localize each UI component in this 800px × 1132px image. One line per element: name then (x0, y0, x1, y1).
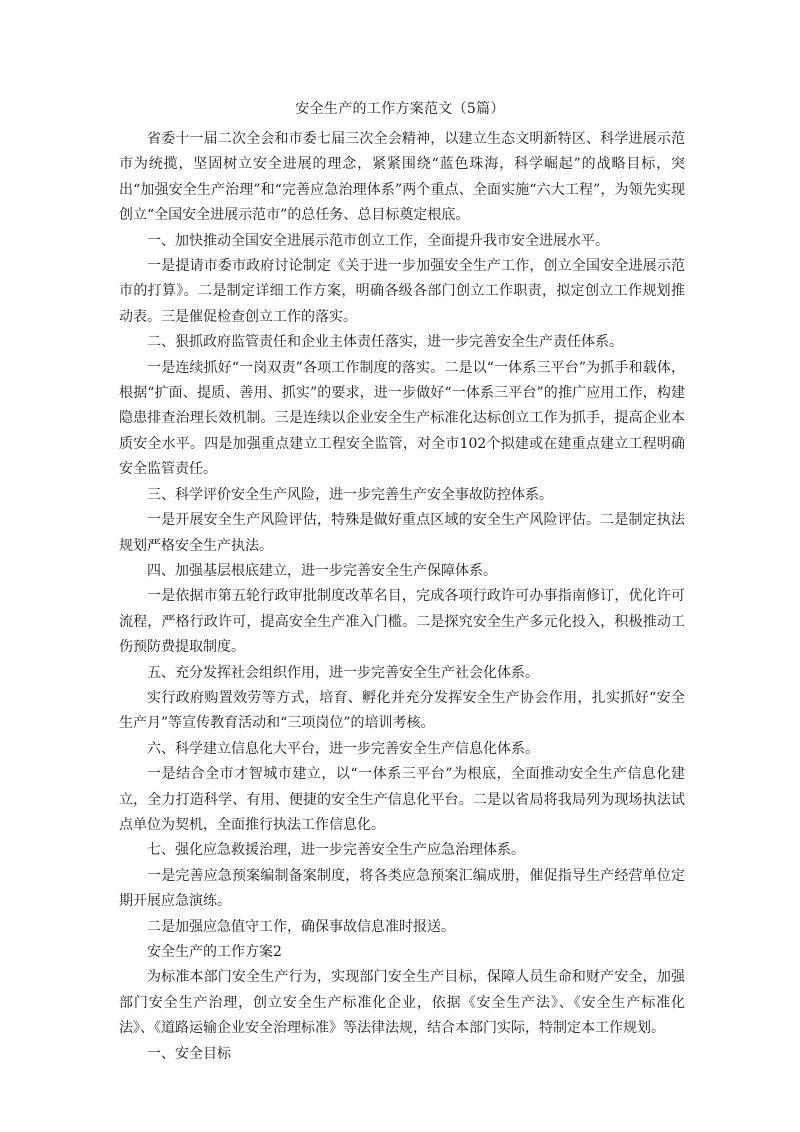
body-paragraph: 一是连续抓好“一岗双责”各项工作制度的落实。二是以“一体系三平台”为抓手和载体，根据“扩面、提质、善用、抓实”的要求，进一步做好“一体系三平台”的推广应用工作，构建隐患排查治理长效机制。三是连续以企业安全生产标准化达标创立工作为抓手，提高企业本质安全水平。四是加强重点建立工程安全监管，对全市102个拟建或在建重点建立工程明确安全监管责任。 (119, 359, 685, 478)
body-paragraph: 一是结合全市才智城市建立，以“一体系三平台”为根底，全面推动安全生产信息化建立，全力打造科学、有用、便捷的安全生产信息化平台。二是以省局将我局列为现场执法试点单位为契机，全面推行执法工作信息化。 (119, 766, 685, 833)
section-heading-2: 二、狠抓政府监管责任和企业主体责任落实，进一步完善安全生产责任体系。 (147, 334, 623, 351)
body-paragraph: 一是完善应急预案编制备案制度，将各类应急预案汇编成册，催促指导生产经营单位定期开展应急演练。 (119, 867, 685, 910)
section-heading-1: 一、加快推动全国安全进展示范市创立工作，全面提升我市安全进展水平。 (147, 232, 609, 249)
body-paragraph: 二是加强应急值守工作，确保事故信息准时报送。 (147, 918, 455, 935)
plan-2-heading: 安全生产的工作方案2 (147, 944, 282, 960)
document-title: 安全生产的工作方案范文（5篇） (295, 101, 505, 117)
section-heading-4: 四、加强基层根底建立，进一步完善安全生产保障体系。 (147, 562, 497, 579)
section-heading-6: 六、科学建立信息化大平台，进一步完善安全生产信息化体系。 (147, 740, 539, 757)
safety-target-heading: 一、安全目标 (147, 1045, 231, 1062)
section-heading-5: 五、充分发挥社会组织作用，进一步完善安全生产社会化体系。 (147, 664, 539, 681)
document-body (119, 127, 685, 1067)
section-heading-7: 七、强化应急救援治理，进一步完善安全生产应急治理体系。 (147, 842, 525, 859)
body-paragraph: 为标准本部门安全生产行为，实现部门安全生产目标，保障人员生命和财产安全，加强部门安全生产治理，创立安全生产标准化企业，依据《安全生产法》、《安全生产标准化法》、《道路运输企业安全治理标准》等法律法规，结合本部门实际，特制定本工作规划。 (119, 969, 685, 1037)
body-paragraph: 一是提请市委市政府讨论制定《关于进一步加强安全生产工作，创立全国安全进展示范市的打算》。二是制定详细工作方案，明确各级各部门创立工作职责，拟定创立工作规划推动表。三是催促检查创立工作的落实。 (119, 258, 685, 325)
body-paragraph: 实行政府购置效劳等方式，培育、孵化并充分发挥安全生产协会作用，扎实抓好“安全生产月”等宣传教育活动和“三项岗位”的培训考核。 (119, 689, 685, 732)
intro-paragraph: 省委十一届二次全会和市委七届三次全会精神，以建立生态文明新特区、科学进展示范市为统揽，坚固树立安全进展的理念，紧紧围绕“蓝色珠海，科学崛起”的战略目标，突出“加强安全生产治理”和“完善应急治理体系”两个重点、全面实施“六大工程”，为领先实现创立“全国安全进展示范市”的总任务、总目标奠定根底。 (119, 131, 685, 224)
body-paragraph: 一是开展安全生产风险评估，特殊是做好重点区域的安全生产风险评估。二是制定执法规划严格安全生产执法。 (119, 512, 685, 554)
body-paragraph: 一是依据市第五轮行政审批制度改革名目，完成各项行政许可办事指南修订，优化许可流程，严格行政许可，提高安全生产准入门槛。二是探究安全生产多元化投入，积极推动工伤预防费提取制度。 (119, 588, 685, 656)
section-heading-3: 三、科学评价安全生产风险，进一步完善生产安全事故防控体系。 (147, 486, 553, 503)
